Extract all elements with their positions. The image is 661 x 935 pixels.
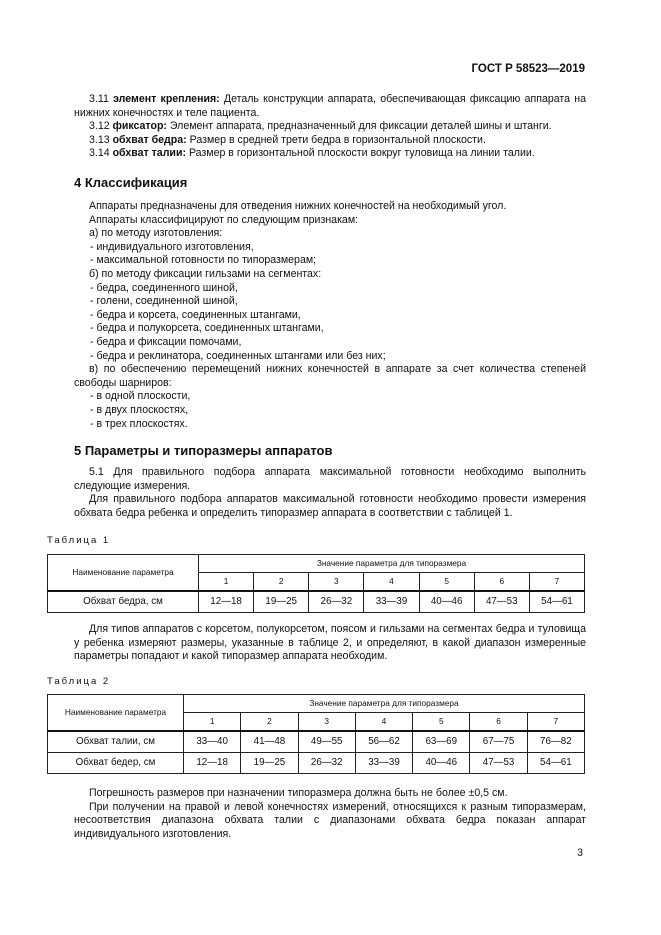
size-header: 3	[309, 573, 364, 592]
definition-item	[74, 134, 586, 148]
definition-number: 3.14	[89, 147, 110, 160]
section-4-body	[74, 200, 586, 431]
definition-item	[74, 93, 586, 120]
table-cell: 41—48	[241, 731, 298, 753]
table-cell: 33—40	[184, 731, 241, 753]
definition-number: 3.11	[89, 93, 109, 105]
table-row	[48, 753, 585, 774]
table-cell: 47—53	[474, 591, 529, 613]
definition-text: Элемент аппарата, предназначенный для фиксации деталей шины и штанги.	[169, 120, 552, 133]
page-number: 3	[577, 847, 583, 859]
paragraph: Аппараты классифицируют по следующим признакам:	[89, 213, 359, 226]
paragraph: Для правильного подбора аппаратов максимальной готовности необходимо провести измерения обхвата бедра ребенка и определить типоразмер аппарата в соответствии с таблицей 1.	[74, 493, 586, 519]
list-item: - бедра, соединенного шиной,	[90, 281, 238, 294]
paragraph: Аппараты предназначены для отведения нижних конечностей на необходимый угол.	[89, 200, 507, 212]
size-header: 1	[199, 573, 254, 592]
table-cell: 47—53	[470, 753, 527, 774]
row-name: Обхват талии, см	[48, 731, 184, 753]
definition-term: элемент крепления:	[113, 93, 220, 105]
column-header-parameter: Наименование параметра	[48, 555, 199, 592]
size-header: 3	[298, 713, 355, 732]
table-cell: 12—18	[184, 753, 241, 774]
table-cell: 54—61	[529, 591, 584, 613]
table-cell: 26—32	[298, 753, 355, 774]
row-name: Обхват бедра, см	[48, 591, 199, 613]
paragraph: При получении на правой и левой конечностях измерений, относящихся к разным типоразмерам, несоответствия диапазона обхвата талии с диапазонами обхвата бедра показан аппарат индивидуального изготовления.	[74, 800, 586, 840]
table-cell: 19—25	[254, 591, 309, 613]
table-cell: 33—39	[364, 591, 419, 613]
definition-item	[74, 120, 586, 134]
definition-text: Деталь конструкции аппарата, обеспечивающая фиксацию аппарата на нижних конечностях и теле пациента.	[74, 93, 586, 119]
table-cell: 56—62	[355, 731, 412, 753]
list-item: - в трех плоскостях.	[90, 417, 188, 430]
definition-number: 3.12	[89, 120, 110, 133]
size-header: 5	[413, 713, 470, 732]
definitions	[74, 93, 586, 161]
definition-item	[74, 147, 586, 161]
list-item: - бедра и реклинатора, соединенных штангами или без них;	[90, 349, 386, 362]
size-table	[47, 554, 585, 613]
section-5-end	[74, 787, 586, 841]
table-cell: 49—55	[298, 731, 355, 753]
section-5-intro	[74, 466, 586, 520]
size-header: 2	[241, 713, 298, 732]
list-item: - индивидуального изготовления,	[90, 240, 254, 253]
paragraph: Погрешность размеров при назначении типоразмера должна быть не более ±0,5 см.	[89, 787, 508, 799]
list-item: - бедра и полукорсета, соединенных штангами,	[90, 322, 324, 335]
list-heading: в) по обеспечению перемещений нижних конечностей в аппарате за счет количества степеней свободы шарниров:	[74, 363, 586, 389]
row-name: Обхват бедер, см	[48, 753, 184, 774]
document-header: ГОСТ Р 58523—2019	[471, 63, 585, 75]
size-header: 5	[419, 573, 474, 592]
list-item: - бедра и корсета, соединенных штангами,	[90, 308, 301, 321]
definition-text: Размер в средней трети бедра в горизонтальной плоскости.	[189, 133, 486, 146]
table-cell: 76—82	[527, 731, 584, 753]
definition-text: Размер в горизонтальной плоскости вокруг туловища на линии талии.	[188, 147, 535, 160]
list-heading: б) по методу фиксации гильзами на сегментах:	[89, 267, 322, 280]
list-item: - голени, соединенной шиной,	[90, 295, 238, 308]
table-row	[48, 591, 585, 613]
table-cell: 33—39	[355, 753, 412, 774]
table-2	[47, 694, 585, 774]
table-cell: 40—46	[419, 591, 474, 613]
list-heading: а) по методу изготовления:	[89, 227, 223, 240]
table-cell: 12—18	[199, 591, 254, 613]
table-cell: 40—46	[413, 753, 470, 774]
paragraph: 5.1 Для правильного подбора аппарата максимальной готовности необходимо выполнить следующие измерения.	[74, 466, 586, 492]
size-header: 7	[527, 713, 584, 732]
section-5-heading: 5 Параметры и типоразмеры аппаратов	[74, 443, 333, 458]
size-header: 7	[529, 573, 584, 592]
table-2-caption: Таблица 2	[47, 676, 111, 687]
column-header-parameter: Наименование параметра	[48, 695, 184, 732]
list-item: - максимальной готовности по типоразмерам;	[90, 254, 317, 267]
table-row	[48, 731, 585, 753]
size-table	[47, 694, 585, 774]
size-header: 2	[254, 573, 309, 592]
table-cell: 67—75	[470, 731, 527, 753]
column-header-value: Значение параметра для типоразмера	[184, 695, 585, 713]
definition-term: фиксатор:	[112, 120, 167, 133]
table-cell: 26—32	[309, 591, 364, 613]
size-header: 6	[474, 573, 529, 592]
table-cell: 19—25	[241, 753, 298, 774]
table-1	[47, 554, 585, 613]
table-cell: 54—61	[527, 753, 584, 774]
size-header: 1	[184, 713, 241, 732]
list-item: - в двух плоскостях,	[90, 403, 189, 416]
section-4-heading: 4 Классификация	[74, 175, 188, 190]
list-item: - в одной плоскости,	[90, 390, 191, 403]
size-header: 4	[364, 573, 419, 592]
definition-term: обхват талии:	[112, 147, 186, 160]
size-header: 4	[355, 713, 412, 732]
list-item: - бедра и фиксации помочами,	[90, 335, 242, 348]
paragraph: Для типов аппаратов с корсетом, полукорсетом, поясом и гильзами на сегментах бедра и туловища у ребенка измеряют размеры, указанные в таблице 2, и определяют, в какой диапазон измеренные параметры попадают и какой типоразмер аппарата необходим.	[74, 623, 586, 663]
table-1-caption: Таблица 1	[47, 535, 111, 546]
size-header: 6	[470, 713, 527, 732]
column-header-value: Значение параметра для типоразмера	[199, 555, 585, 573]
definition-term: обхват бедра:	[112, 133, 187, 146]
table-cell: 63—69	[413, 731, 470, 753]
section-5-middle	[74, 623, 586, 664]
definition-number: 3.13	[89, 133, 110, 146]
